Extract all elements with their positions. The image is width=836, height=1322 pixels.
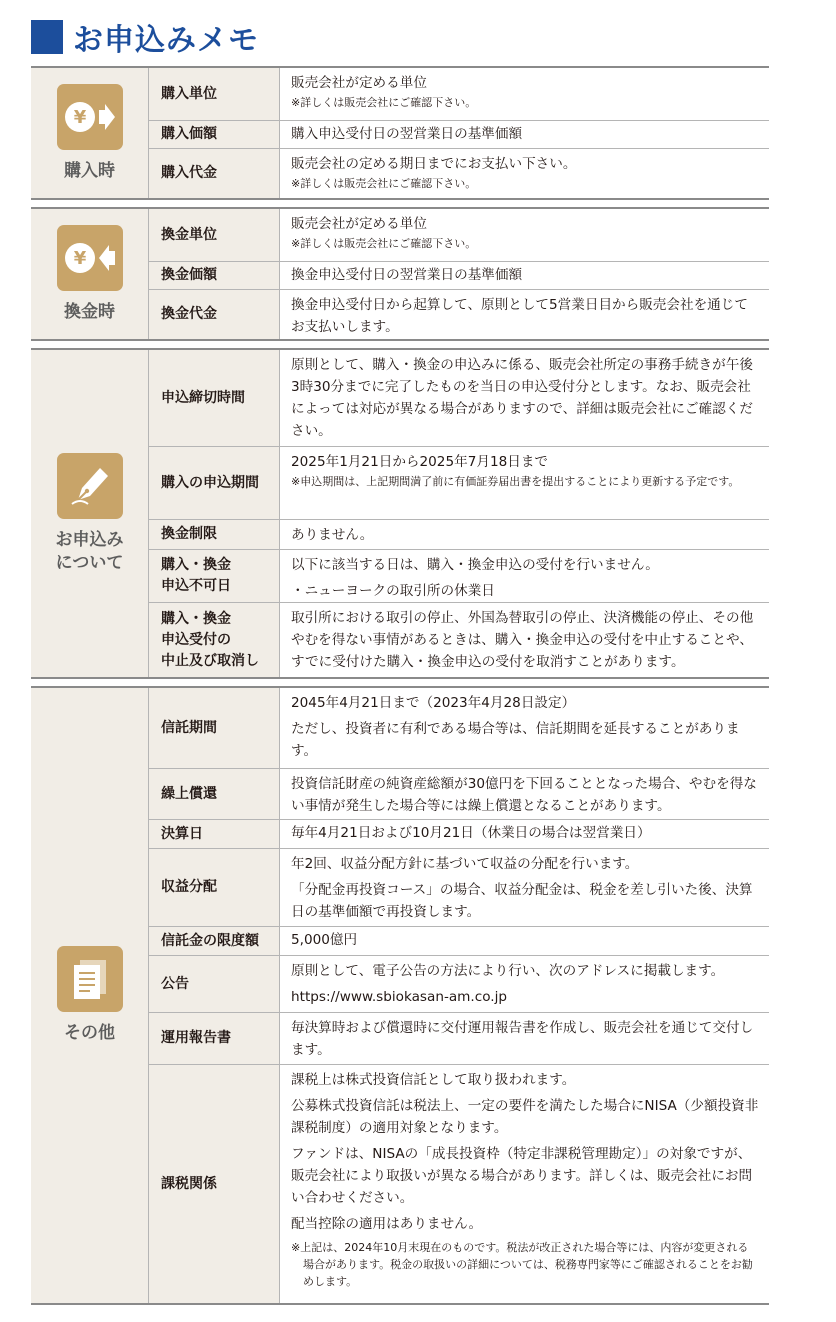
category-cell	[31, 350, 149, 677]
title-marker	[31, 20, 63, 54]
svg-text:¥: ¥	[73, 247, 86, 269]
value-text: 販売会社が定める単位	[291, 75, 427, 91]
table-row	[149, 289, 769, 339]
row-value	[280, 68, 769, 120]
value-text: 毎年4月21日および10月21日（休業日の場合は翌営業日）	[291, 825, 651, 841]
table-row	[149, 68, 769, 120]
table-row	[149, 120, 769, 148]
row-label: 課税関係	[149, 1065, 280, 1303]
row-label: 申込締切時間	[149, 350, 280, 446]
table-row	[149, 602, 769, 677]
value-note: ※詳しくは販売会社にご確認下さい。	[291, 96, 477, 109]
row-value	[280, 550, 769, 602]
row-value	[280, 262, 769, 289]
row-value	[280, 447, 769, 519]
row-label: 運用報告書	[149, 1013, 280, 1064]
value-text: 2025年1月21日から2025年7月18日まで	[291, 454, 549, 470]
row-value	[280, 1013, 769, 1064]
value-text: 販売会社が定める単位	[291, 216, 427, 232]
value-text: 投資信託財産の純資産総額が30億円を下回ることとなった場合、やむを得ない事情が発生した場合等には繰上償還となることがあります。	[291, 776, 757, 814]
value-text: 5,000億円	[291, 932, 358, 948]
value-text: 配当控除の適用はありません。	[291, 1216, 483, 1232]
row-label: 公告	[149, 956, 280, 1012]
document-icon	[57, 946, 123, 1012]
table-row	[149, 848, 769, 926]
table-row	[149, 1064, 769, 1303]
category-cell	[31, 688, 149, 1303]
value-text: 課税上は株式投資信託として取り扱われます。	[291, 1072, 576, 1088]
value-text: 原則として、購入・換金の申込みに係る、販売会社所定の事務手続きが午後3時30分までに完了したものを当日の申込受付分とします。なお、販売会社によっては対応が異なる場合がありますので、詳細は販売会社にご確認ください。	[291, 357, 753, 439]
value-text: 販売会社の定める期日までにお支払い下さい。	[291, 156, 577, 172]
table-row	[149, 446, 769, 519]
row-label: 購入の申込期間	[149, 447, 280, 519]
row-value	[280, 149, 769, 198]
table-row	[149, 926, 769, 955]
value-text: 2045年4月21日まで（2023年4月28日設定）	[291, 695, 576, 711]
row-value	[280, 121, 769, 148]
value-text: 換金申込受付日の翌営業日の基準価額	[291, 267, 523, 283]
row-label: 決算日	[149, 820, 280, 848]
value-text: 取引所における取引の停止、外国為替取引の停止、決済機能の停止、その他やむを得ない事情があるときは、購入・換金申込の受付を中止することや、すでに受付けた購入・換金申込の受付を取消すことがあります。	[291, 610, 754, 670]
category-cell	[31, 209, 149, 339]
value-text: 公募株式投資信託は税法上、一定の要件を満たした場合にNISA（少額投資非課税制度）の適用対象となります。	[291, 1098, 759, 1136]
row-label: 信託期間	[149, 688, 280, 768]
svg-text:¥: ¥	[73, 106, 86, 128]
row-label: 繰上償還	[149, 769, 280, 819]
table-row	[149, 209, 769, 261]
row-value	[280, 520, 769, 549]
row-label: 換金単位	[149, 209, 280, 261]
row-value	[280, 1065, 769, 1303]
value-text: ファンドは、NISAの「成長投資枠（特定非課税管理勘定）」の対象ですが、販売会社により取扱いが異なる場合があります。詳しくは、販売会社にお問い合わせください。	[291, 1146, 753, 1206]
table-row	[149, 350, 769, 446]
section-redemption	[31, 207, 769, 341]
row-value	[280, 927, 769, 955]
category-label: 換金時	[64, 301, 115, 322]
value-text: 以下に該当する日は、購入・換金申込の受付を行いません。	[291, 557, 659, 573]
yen-arrow-left-icon	[57, 225, 123, 291]
row-value	[280, 956, 769, 1012]
row-value	[280, 849, 769, 926]
row-label: 購入・換金 申込受付の 中止及び取消し	[149, 603, 280, 677]
table-row	[149, 955, 769, 1012]
fountain-pen-icon	[57, 453, 123, 519]
value-note: ※詳しくは販売会社にご確認下さい。	[291, 237, 477, 250]
section-application	[31, 348, 769, 679]
row-label: 換金制限	[149, 520, 280, 549]
page-title: お申込みメモ	[73, 23, 259, 58]
value-text: 換金申込受付日から起算して、原則として5営業日目から販売会社を通じてお支払いします。	[291, 297, 748, 335]
section-other	[31, 686, 769, 1305]
table-row	[149, 261, 769, 289]
row-value	[280, 603, 769, 677]
table-row	[149, 148, 769, 198]
value-text: 年2回、収益分配方針に基づいて収益の分配を行います。	[291, 856, 639, 872]
table-row	[149, 1012, 769, 1064]
value-text: 購入申込受付日の翌営業日の基準価額	[291, 126, 523, 142]
value-note: ※上記は、2024年10月末現在のものです。税法が改正された場合等には、内容が変更される場合があります。税金の取扱いの詳細については、税務専門家等にご確認されることをお勧めします。	[291, 1241, 753, 1288]
value-text: ただし、投資者に有利である場合等は、信託期間を延長することがあります。	[291, 721, 740, 759]
yen-arrow-right-icon	[57, 84, 123, 150]
row-value	[280, 769, 769, 819]
value-text: 毎決算時および償還時に交付運用報告書を作成し、販売会社を通じて交付します。	[291, 1020, 754, 1058]
category-label: お申込み について	[55, 530, 124, 573]
category-label: 購入時	[64, 160, 115, 181]
row-label: 購入・換金 申込不可日	[149, 550, 280, 602]
section-purchase	[31, 66, 769, 200]
page-header	[31, 18, 259, 56]
row-value	[280, 209, 769, 261]
table-row	[149, 519, 769, 549]
value-note: ※申込期間は、上記期間満了前に有価証券届出書を提出することにより更新する予定です。	[291, 475, 740, 488]
table-row	[149, 819, 769, 848]
value-text: 原則として、電子公告の方法により行い、次のアドレスに掲載します。	[291, 963, 725, 979]
row-label: 換金価額	[149, 262, 280, 289]
value-text: 「分配金再投資コース」の場合、収益分配金は、税金を差し引いた後、決算日の基準価額で再投資します。	[291, 882, 753, 920]
category-label: その他	[64, 1023, 115, 1044]
row-label: 購入価額	[149, 121, 280, 148]
table-row	[149, 768, 769, 819]
value-text: ・ニューヨークの取引所の休業日	[291, 583, 495, 599]
row-label: 収益分配	[149, 849, 280, 926]
row-label: 信託金の限度額	[149, 927, 280, 955]
website-link[interactable]: https://www.sbiokasan-am.co.jp	[291, 989, 508, 1005]
table-row	[149, 549, 769, 602]
row-label: 購入単位	[149, 68, 280, 120]
row-label: 換金代金	[149, 290, 280, 339]
row-value	[280, 820, 769, 848]
table-row	[149, 688, 769, 768]
row-value	[280, 688, 769, 768]
row-value	[280, 350, 769, 446]
value-note: ※詳しくは販売会社にご確認下さい。	[291, 177, 477, 190]
category-cell	[31, 68, 149, 198]
value-text: ありません。	[291, 527, 374, 543]
row-value	[280, 290, 769, 339]
row-label: 購入代金	[149, 149, 280, 198]
